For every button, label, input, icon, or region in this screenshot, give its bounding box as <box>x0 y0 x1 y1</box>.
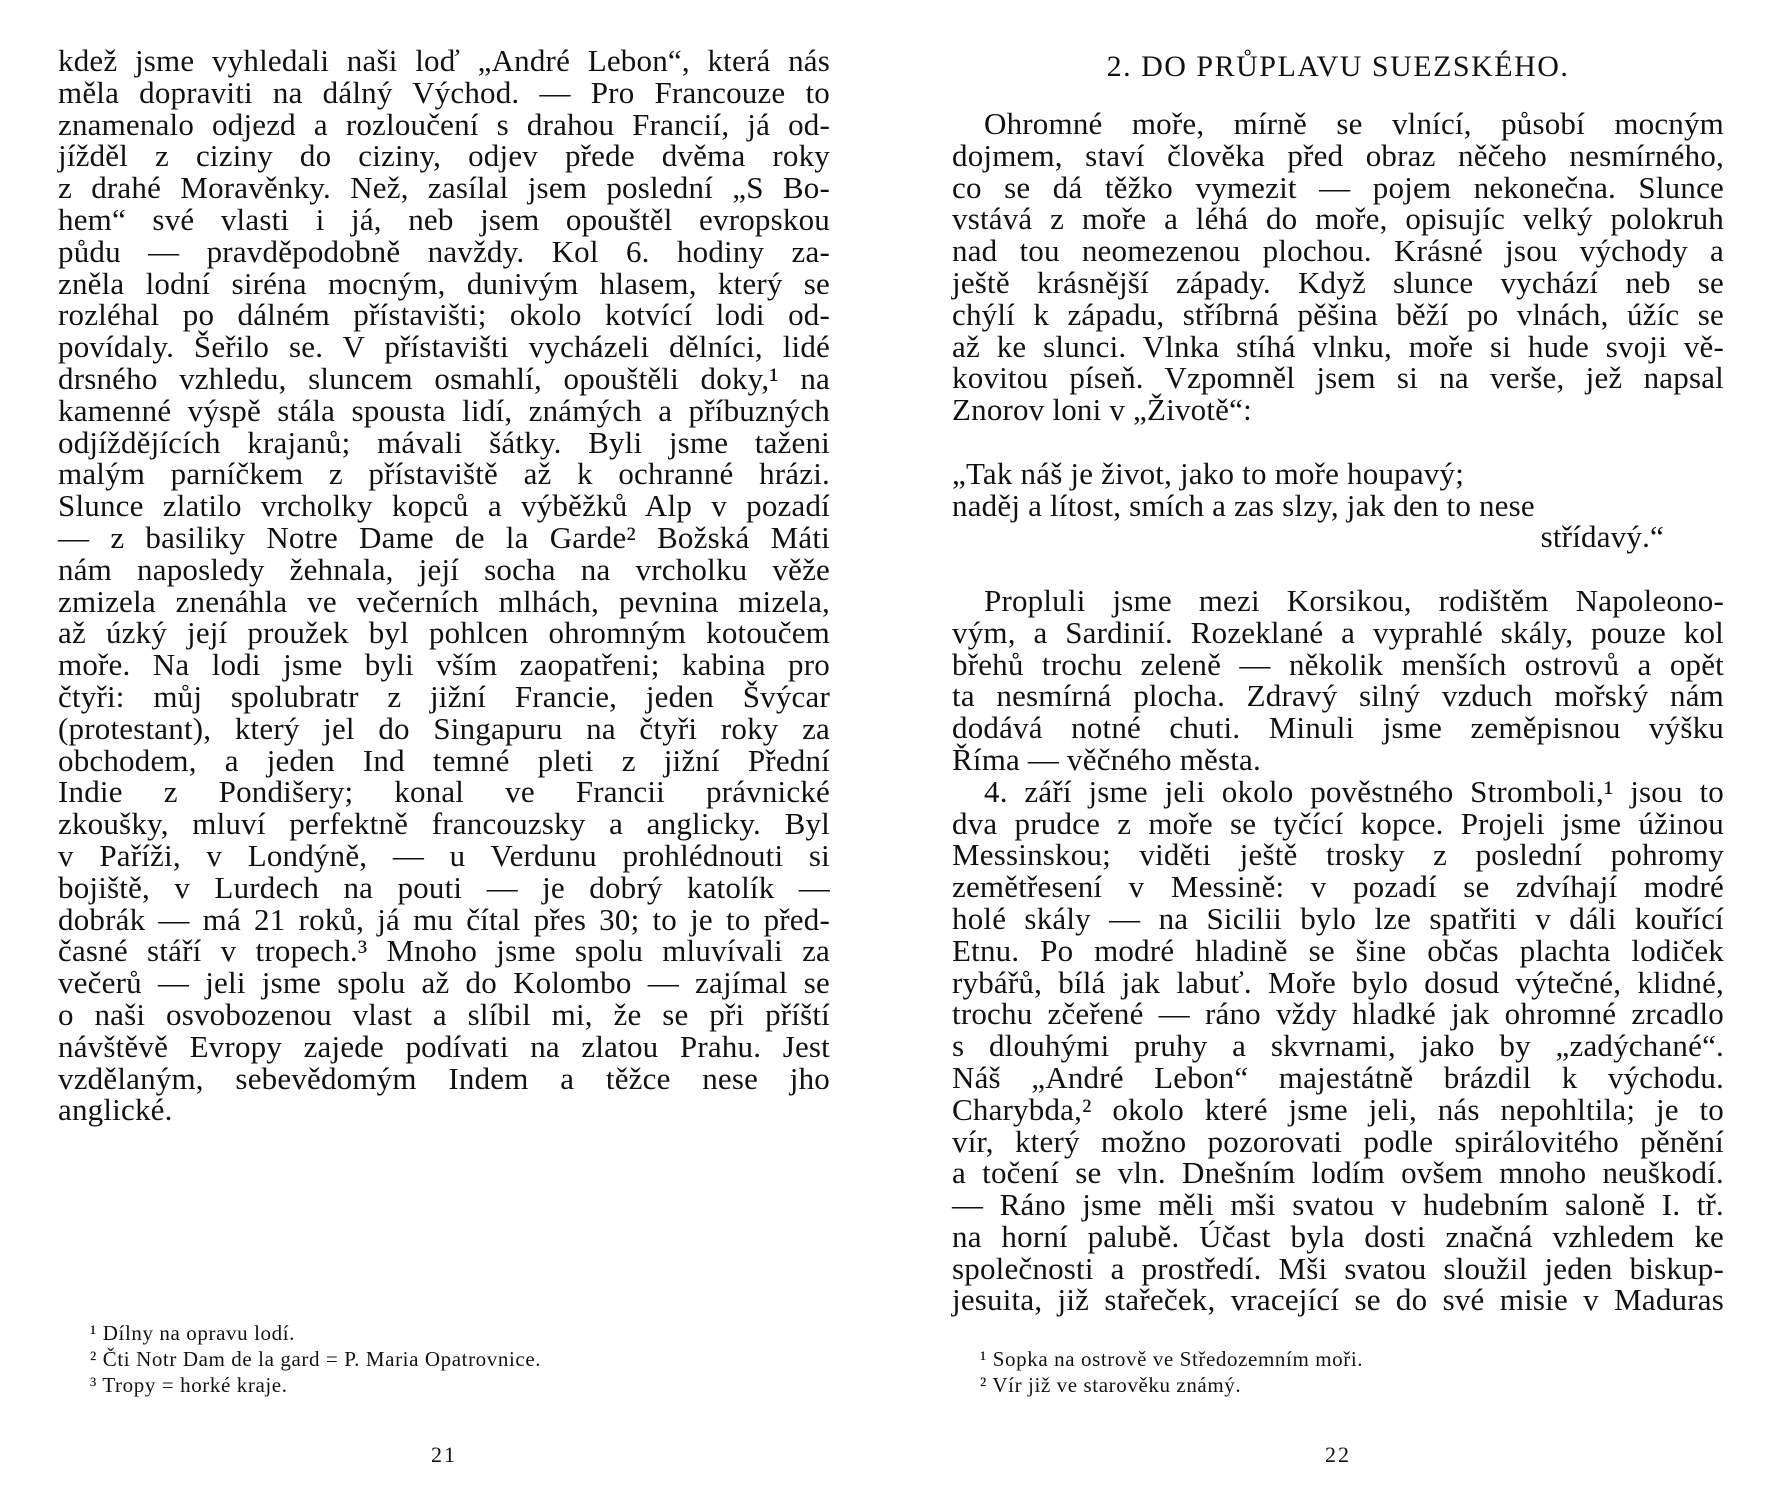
text-line: Říma — věčného města. <box>952 741 1261 777</box>
text-line: půdu — pravděpodobně navždy. Kol 6. hodiny za- <box>58 233 830 269</box>
text-line: 4. září jsme jeli okolo pověstného Stromboli,¹ jsou to <box>984 773 1724 809</box>
text-line: trochu zčeřené — ráno vždy hladké jak ohromné zrcadlo <box>952 996 1724 1032</box>
text-line: až úzký její proužek byl pohlcen ohromným kotoučem <box>58 615 830 651</box>
footnote: ² Vír již ve starověku známý. <box>980 1373 1242 1397</box>
right-page <box>952 0 1724 1500</box>
text-line: zněla lodní siréna mocným, dunivým hlasem, který se <box>58 265 830 301</box>
text-line: zkoušky, mluví perfektně francouzsky a anglicky. Byl <box>58 806 830 842</box>
text-line: vír, který možno pozorovati podle spirálovitého pěnění <box>952 1123 1724 1159</box>
text-line: zemětřesení v Messině: v pozadí se zdvíhají modré <box>952 869 1724 905</box>
text-line: čtyři: můj spolubratr z jižní Francie, jeden Švýcar <box>58 678 830 714</box>
left-page-footnotes <box>90 1320 541 1398</box>
text-line: nám naposledy žehnala, její socha na vrcholku věže <box>58 551 830 587</box>
text-line: obchodem, a jeden Ind temné pleti z jižní Přední <box>58 742 830 778</box>
text-line: Slunce zlatilo vrcholky kopců a výběžků Alp v pozadí <box>58 488 830 524</box>
left-page <box>58 0 830 1500</box>
text-line: znamenalo odjezd a rozloučení s drahou Francií, já od- <box>58 106 830 142</box>
paragraph-gap <box>952 426 1724 458</box>
text-line: vstává z moře a léhá do moře, opisujíc velký polokruh <box>952 201 1724 237</box>
right-page-footnotes <box>980 1346 1363 1398</box>
text-line: společnosti a prostředí. Mši svatou sloužil jeden biskup- <box>952 1250 1724 1286</box>
text-line: návštěvě Evropy zajede podívati na zlatou Prahu. Jest <box>58 1028 830 1064</box>
verse-line: naděj a lítost, smích a zas slzy, jak den to nese <box>952 487 1535 523</box>
verse-line: „Tak náš je život, jako to moře houpavý; <box>952 455 1465 491</box>
text-line: ta nesmírná plocha. Zdravý silný vzduch mořský nám <box>952 678 1724 714</box>
text-line: holé skály — na Sicilii bylo lze spatřiti v dáli kouřící <box>952 900 1724 936</box>
text-line: Propluli jsme mezi Korsikou, rodištěm Napoleono- <box>984 582 1724 618</box>
text-line: břehů trochu zeleně — několik menších ostrovů a opět <box>952 646 1724 682</box>
text-line: časné stáří v tropech.³ Mnoho jsme spolu mluvívali za <box>58 933 830 969</box>
text-line: dobrák — má 21 roků, já mu čítal přes 30; to je to před- <box>58 901 830 937</box>
text-line: chýlí k západu, stříbrná pěšina běží po vlnách, úžíc se <box>952 296 1724 332</box>
text-line: večerů — jeli jsme spolu až do Kolombo — zajímal se <box>58 965 830 1001</box>
text-line: z drahé Moravěnky. Než, zasílal jsem poslední „S Bo- <box>58 170 830 206</box>
text-line: anglické. <box>58 1092 173 1128</box>
text-line: Etnu. Po modré hladině se šine občas plachta lodiček <box>952 932 1724 968</box>
text-line: o naši osvobozenou vlast a slíbil mi, že se při příští <box>58 996 830 1032</box>
text-line: Indie z Pondišery; konal ve Francii právnické <box>58 774 830 810</box>
text-line: zmizela znenáhla ve večerních mlhách, pevnina mizela, <box>58 583 830 619</box>
text-line: drsného vzhledu, sluncem osmahlí, opouštěli doky,¹ na <box>58 360 830 396</box>
text-line: Charybda,² okolo které jsme jeli, nás nepohltila; je to <box>952 1091 1724 1127</box>
right-page-number: 22 <box>1325 1442 1351 1467</box>
right-page-body-text <box>952 108 1724 1316</box>
text-line: (protestant), který jel do Singapuru na čtyři roky za <box>58 710 830 746</box>
text-line: měla dopraviti na dálný Východ. — Pro Francouze to <box>58 74 830 110</box>
paragraph-gap <box>952 553 1724 585</box>
left-page-number: 21 <box>431 1442 457 1467</box>
text-line: rozléhal po dálném přístavišti; okolo kotvící lodi od- <box>58 297 830 333</box>
text-line: vým, a Sardinií. Rozeklané a vyprahlé skály, pouze kol <box>952 614 1724 650</box>
text-line: kdež jsme vyhledali naši loď „André Lebon“, která nás <box>58 43 830 78</box>
verse-line: střídavý.“ <box>1540 519 1664 555</box>
text-line: rybářů, bílá jak labuť. Moře bylo dosud výtečné, klidné, <box>952 964 1724 1000</box>
text-line: jížděl z ciziny do ciziny, odjev přede dvěma roky <box>58 138 830 174</box>
footnote: ¹ Dílny na opravu lodí. <box>90 1321 295 1345</box>
text-line: dojmem, staví člověka před obraz něčeho nesmírného, <box>952 137 1724 173</box>
text-line: a točení se vln. Dnešním lodím ovšem mnoho neuškodí. <box>952 1155 1724 1191</box>
text-line: odjíždějících krajanů; mávali šátky. Byli jsme taženi <box>58 424 830 460</box>
text-line: Ohromné moře, mírně se vlnící, působí mocným <box>984 106 1724 141</box>
text-line: nad tou neomezenou plochou. Krásné jsou východy a <box>952 233 1724 269</box>
text-line: v Paříži, v Londýně, — u Verdunu prohlédnouti si <box>58 837 830 873</box>
text-line: Náš „André Lebon“ majestátně brázdil k východu. <box>952 1059 1724 1095</box>
footnote: ² Čti Notr Dam de la gard = P. Maria Opatrovnice. <box>90 1347 542 1371</box>
text-line: kovitou píseň. Vzpomněl jsem si na verše, jež napsal <box>952 360 1724 396</box>
footnote: ³ Tropy = horké kraje. <box>90 1373 288 1397</box>
chapter-title: 2. DO PRŮPLAVU SUEZSKÉHO. <box>1106 50 1570 83</box>
text-line: dva prudce z moře se tyčící kopce. Projeli jsme úžinou <box>952 805 1724 841</box>
text-line: kamenné výspě stála spousta lidí, známých a příbuzných <box>58 392 830 428</box>
text-line: — Ráno jsme měli mši svatou v hudebním saloně I. tř. <box>952 1187 1724 1223</box>
text-line: vzdělaným, sebevědomým Indem a těžce nese jho <box>58 1060 830 1096</box>
text-line: — z basiliky Notre Dame de la Garde² Božská Máti <box>58 519 830 555</box>
footnote: ¹ Sopka na ostrově ve Středozemním moři. <box>980 1347 1364 1371</box>
text-line: malým parníčkem z přístaviště až k ochranné hrázi. <box>58 456 830 492</box>
left-page-body-text <box>58 45 830 1126</box>
text-line: povídaly. Šeřilo se. V přístavišti vycházeli dělníci, lidé <box>58 329 830 365</box>
text-line: až ke slunci. Vlnka stíhá vlnku, moře si hude svoji vě- <box>952 328 1724 364</box>
text-line: Messinskou; viděti ještě trosky z poslední pohromy <box>952 837 1724 873</box>
text-line: ještě krásnější západy. Když slunce vychází neb se <box>952 264 1724 300</box>
text-line: bojiště, v Lurdech na pouti — je dobrý katolík — <box>58 869 830 905</box>
text-line: na horní palubě. Účast byla dosti značná vzhledem ke <box>952 1218 1724 1254</box>
text-line: jesuita, již stařeček, vracející se do své misie v Maduras <box>952 1282 1724 1318</box>
text-line: dodává notné chuti. Minuli jsme zeměpisnou výšku <box>952 710 1724 746</box>
text-line: Znorov loni v „Životě“: <box>952 392 1252 428</box>
text-line: co se dá těžko vymezit — pojem nekonečna. Slunce <box>952 169 1724 205</box>
text-line: moře. Na lodi jsme byli vším zaopatřeni; kabina pro <box>58 647 830 683</box>
text-line: hem“ své vlasti i já, neb jsem opouštěl evropskou <box>58 201 830 237</box>
text-line: s dlouhými pruhy a skvrnami, jako by „zadýchané“. <box>952 1028 1724 1064</box>
